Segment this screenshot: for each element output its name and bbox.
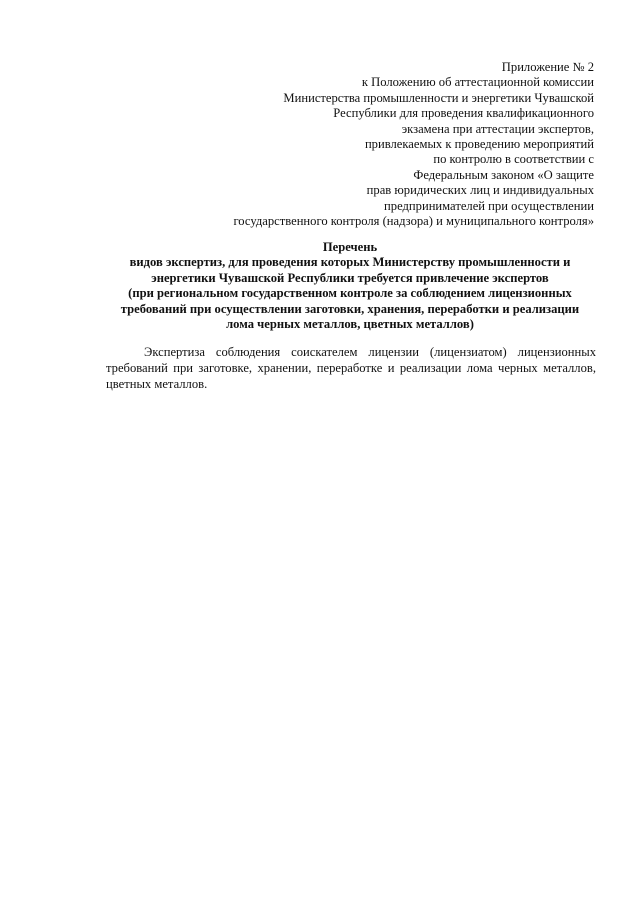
title-heading: Перечень (322, 240, 378, 254)
appendix-line: к Положению об аттестационной комиссии (361, 75, 594, 90)
appendix-header (174, 60, 594, 229)
appendix-line: по контролю в соответствии с (433, 152, 594, 167)
body-paragraph: Экспертиза соблюдения соискателем лицензии (лицензиатом) лицензионных требований при заготовке, хранении, переработке и реализации лома черных металлов, цветных металлов. (106, 345, 596, 392)
body-section (106, 344, 596, 393)
title-line: (при региональном государственном контроле за соблюдением лицензионных (128, 286, 572, 301)
title-line: видов экспертиз, для проведения которых Министерству промышленности и (129, 255, 571, 270)
document-title (100, 240, 600, 332)
appendix-line: привлекаемых к проведению мероприятий (364, 137, 594, 152)
appendix-line: предпринимателей при осуществлении (384, 198, 594, 213)
appendix-line: Республики для проведения квалификационного (333, 106, 594, 121)
appendix-line: экзамена при аттестации экспертов, (401, 121, 594, 136)
appendix-line: Федеральным законом «О защите (413, 167, 594, 182)
appendix-line: государственного контроля (надзора) и муниципального контроля» (233, 214, 594, 229)
title-line: лома черных металлов, цветных металлов) (226, 317, 474, 332)
appendix-line: прав юридических лиц и индивидуальных (366, 183, 594, 198)
title-line: энергетики Чувашской Республики требуется привлечение экспертов (151, 270, 549, 285)
appendix-line: Приложение № 2 (501, 60, 594, 74)
title-line: требований при осуществлении заготовки, хранения, переработки и реализации (120, 301, 580, 316)
appendix-line: Министерства промышленности и энергетики Чувашской (283, 90, 594, 105)
